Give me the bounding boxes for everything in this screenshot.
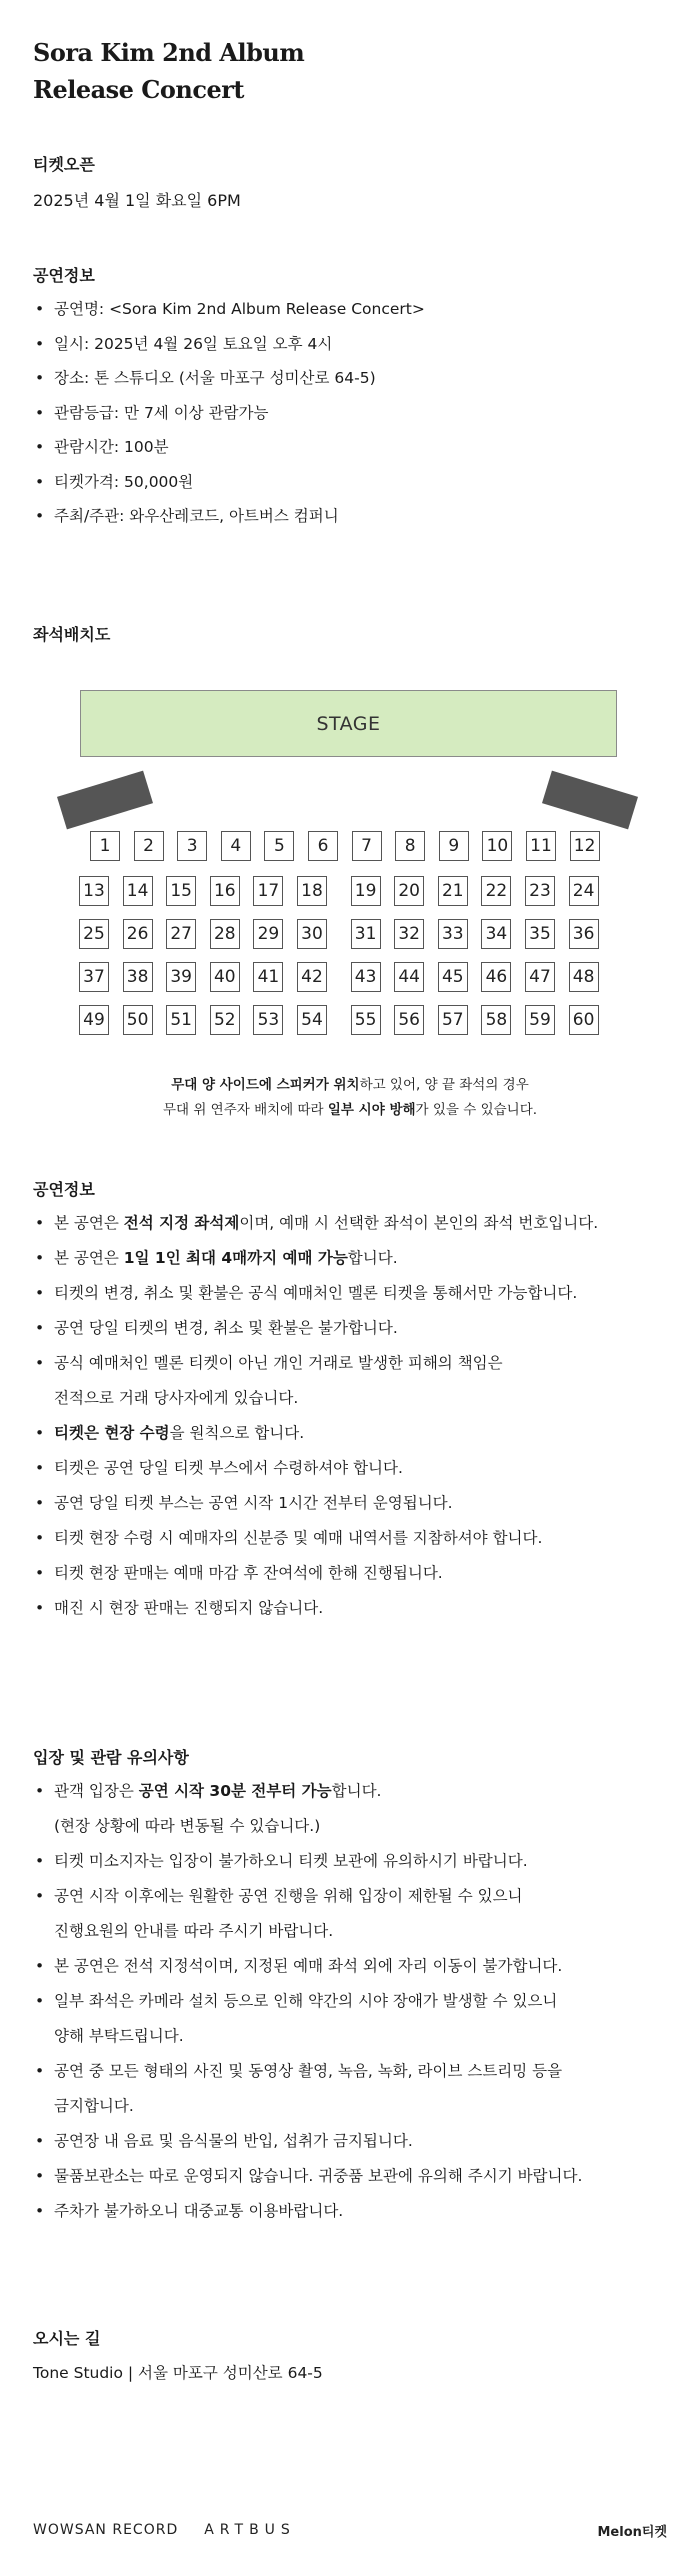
list-item: • 티켓가격: 50,000원 [33,465,693,500]
seat-9: 9 [439,831,469,861]
entry-notes-heading: 입장 및 관람 유의사항 [33,1748,189,1767]
seat-35: 35 [525,919,555,949]
seat-41: 41 [253,962,283,992]
performance-info-heading: 공연정보 [33,266,95,285]
seat-46: 46 [481,962,511,992]
seat-2: 2 [134,831,164,861]
list-item: • 공연명: <Sora Kim 2nd Album Release Concert> [33,292,693,327]
seat-22: 22 [481,876,511,906]
list-item [33,1416,693,1451]
item-line: 진행요원의 안내를 따라 주시기 바랍니다. [54,1922,334,1940]
item-text: 합니다. [347,1249,398,1267]
artbus-logo: ARTBUS [204,2522,296,2538]
list-item: • 주차가 불가하오니 대중교통 이용바랍니다. [33,2194,693,2229]
seat-44: 44 [394,962,424,992]
seating-note-text: 가 있을 수 있습니다. [415,1102,538,1118]
seat-14: 14 [123,876,153,906]
seat-56: 56 [394,1005,424,1035]
seat-24: 24 [569,876,599,906]
seat-54: 54 [297,1005,327,1035]
seat-43: 43 [351,962,381,992]
seat-55: 55 [351,1005,381,1035]
list-item: • 티켓의 변경, 취소 및 환불은 공식 예매처인 멜론 티켓을 통해서만 가능합니다. [33,1276,693,1311]
list-item [33,1346,693,1416]
seat-21: 21 [438,876,468,906]
item-line: • 공연 중 모든 형태의 사진 및 동영상 촬영, 녹음, 녹화, 라이브 스트리밍 등을 [54,2062,563,2080]
seat-37: 37 [79,962,109,992]
item-bold: 전석 지정 좌석제 [123,1214,240,1232]
seat-38: 38 [123,962,153,992]
performance-policy-heading: 공연정보 [33,1180,95,1199]
seat-50: 50 [123,1005,153,1035]
footer-logos [33,2522,322,2538]
list-item [33,1774,693,1844]
item-text: 관객 입장은 [54,1782,139,1800]
seat-34: 34 [481,919,511,949]
list-item: • 장소: 톤 스튜디오 (서울 마포구 성미산로 64-5) [33,361,693,396]
item-bold: 1일 1인 최대 4매까지 예매 가능 [123,1249,348,1267]
item-line [54,1774,693,1809]
seat-45: 45 [438,962,468,992]
seat-20: 20 [394,876,424,906]
item-line: 금지합니다. [54,2097,134,2115]
list-item: • 공연장 내 음료 및 음식물의 반입, 섭취가 금지됩니다. [33,2124,693,2159]
ticket-open-heading: 티켓오픈 [33,155,95,174]
seat-13: 13 [79,876,109,906]
seat-53: 53 [253,1005,283,1035]
item-line: 양해 부탁드립니다. [54,2027,184,2045]
list-item: • 물품보관소는 따로 운영되지 않습니다. 귀중품 보관에 유의해 주시기 바랍니다. [33,2159,693,2194]
seat-11: 11 [526,831,556,861]
seat-7: 7 [352,831,382,861]
seat-31: 31 [351,919,381,949]
title-line-2: Release Concert [33,75,244,104]
item-text: 본 공연은 [54,1249,124,1267]
list-item: • 티켓은 공연 당일 티켓 부스에서 수령하셔야 합니다. [33,1451,693,1486]
seat-18: 18 [297,876,327,906]
seat-29: 29 [253,919,283,949]
seating-note-text: 하고 있어, 양 끝 좌석의 경우 [359,1077,529,1093]
seat-40: 40 [210,962,240,992]
entry-notes-list [33,1774,693,2229]
item-bold: 공연 시작 30분 전부터 가능 [138,1782,332,1800]
left-speaker [57,771,153,830]
list-item [33,1984,693,2054]
item-text: 본 공연은 [54,1214,124,1232]
list-item: • 관람등급: 만 7세 이상 관람가능 [33,396,693,431]
list-item [33,1879,693,1949]
seat-25: 25 [79,919,109,949]
item-text: 을 원칙으로 합니다. [169,1424,305,1442]
list-item: • 티켓 미소지자는 입장이 불가하오니 티켓 보관에 유의하시기 바랍니다. [33,1844,693,1879]
list-item [33,2054,693,2124]
seat-36: 36 [569,919,599,949]
list-item: • 티켓 현장 판매는 예매 마감 후 잔여석에 한해 진행됩니다. [33,1556,693,1591]
item-line: • 공식 예매처인 멜론 티켓이 아닌 개인 거래로 발생한 피해의 책임은 [54,1354,503,1372]
seat-5: 5 [264,831,294,861]
item-line: • 일부 좌석은 카메라 설치 등으로 인해 약간의 시야 장애가 발생할 수 있으니 [54,1992,558,2010]
seating-chart-heading: 좌석배치도 [33,625,111,644]
list-item: • 관람시간: 100분 [33,430,693,465]
list-item: • 티켓 현장 수령 시 예매자의 신분증 및 예매 내역서를 지참하셔야 합니다. [33,1521,693,1556]
seat-12: 12 [570,831,600,861]
list-item [33,1206,693,1241]
directions-address: Tone Studio | 서울 마포구 성미산로 64-5 [33,2364,323,2382]
seat-17: 17 [253,876,283,906]
directions-heading: 오시는 길 [33,2329,101,2348]
item-line: 전적으로 거래 당사자에게 있습니다. [54,1389,299,1407]
seating-note-bold: 일부 시야 방해 [327,1102,416,1118]
seat-26: 26 [123,919,153,949]
seat-15: 15 [166,876,196,906]
item-text: 이며, 예매 시 선택한 좌석이 본인의 좌석 번호입니다. [239,1214,599,1232]
page-title [33,34,633,108]
seat-28: 28 [210,919,240,949]
right-speaker [542,771,638,830]
seat-4: 4 [221,831,251,861]
list-item: • 공연 당일 티켓 부스는 공연 시작 1시간 전부터 운영됩니다. [33,1486,693,1521]
seat-48: 48 [569,962,599,992]
seating-chart [0,680,700,1140]
seat-57: 57 [438,1005,468,1035]
seat-59: 59 [525,1005,555,1035]
seat-6: 6 [308,831,338,861]
performance-policy-list [33,1206,693,1626]
list-item [33,1241,693,1276]
stage: STAGE [80,690,617,757]
seating-note-text: 무대 위 연주자 배치에 따라 [162,1102,328,1118]
title-line-1: Sora Kim 2nd Album [33,38,305,67]
list-item: • 일시: 2025년 4월 26일 토요일 오후 4시 [33,327,693,362]
seat-52: 52 [210,1005,240,1035]
seat-42: 42 [297,962,327,992]
seat-32: 32 [394,919,424,949]
list-item: • 매진 시 현장 판매는 진행되지 않습니다. [33,1591,693,1626]
list-item: • 본 공연은 전석 지정석이며, 지정된 예매 좌석 외에 자리 이동이 불가합니다. [33,1949,693,1984]
seat-39: 39 [166,962,196,992]
seating-note-line-2 [0,1098,700,1123]
seat-27: 27 [166,919,196,949]
seat-47: 47 [525,962,555,992]
list-item: • 공연 당일 티켓의 변경, 취소 및 환불은 불가합니다. [33,1311,693,1346]
item-line: • 공연 시작 이후에는 원활한 공연 진행을 위해 입장이 제한될 수 있으니 [54,1887,523,1905]
seat-19: 19 [351,876,381,906]
seat-51: 51 [166,1005,196,1035]
seating-note-line-1 [0,1073,700,1098]
seat-8: 8 [395,831,425,861]
seat-49: 49 [79,1005,109,1035]
seat-1: 1 [90,831,120,861]
performance-info-list [33,292,693,534]
ticket-open-date: 2025년 4월 1일 화요일 6PM [33,191,241,210]
seat-30: 30 [297,919,327,949]
seat-58: 58 [481,1005,511,1035]
seat-3: 3 [177,831,207,861]
seat-16: 16 [210,876,240,906]
seat-60: 60 [569,1005,599,1035]
melon-ticket-logo: Melon티켓 [597,2525,667,2540]
seat-23: 23 [525,876,555,906]
list-item: • 주최/주관: 와우산레코드, 아트버스 컴퍼니 [33,499,693,534]
item-bold: 티켓은 현장 수령 [54,1424,170,1442]
seat-33: 33 [438,919,468,949]
seating-note-bold: 무대 양 사이드에 스피커가 위치 [171,1077,360,1093]
seat-10: 10 [482,831,512,861]
item-line: (현장 상황에 따라 변동될 수 있습니다.) [54,1817,321,1835]
wowsan-record-logo: WOWSAN RECORD [33,2522,179,2538]
item-text: 합니다. [331,1782,382,1800]
